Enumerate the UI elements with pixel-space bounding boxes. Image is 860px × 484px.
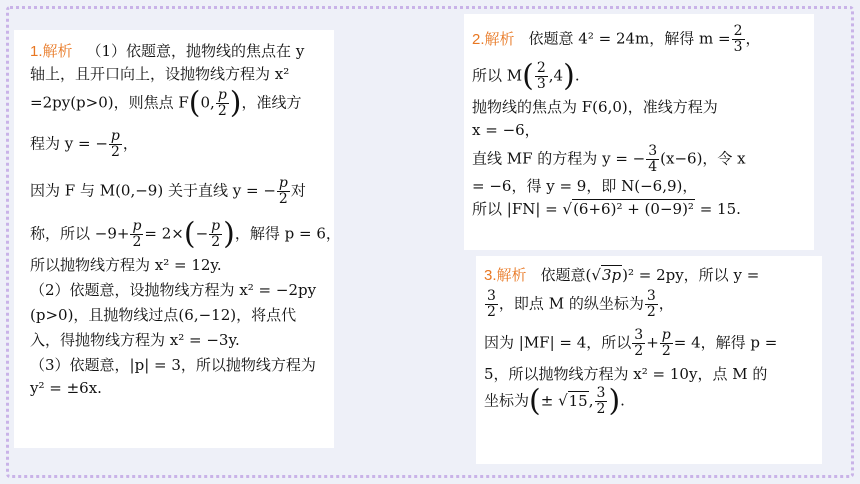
text-line: 坐标为(± √15, $\frac{3}{2}$ ). — [484, 383, 625, 419]
text-segment: 所以 |FN| = — [472, 200, 558, 218]
denominator: 2 — [217, 103, 227, 119]
numerator: p — [217, 87, 227, 103]
paren-left: ( — [529, 383, 541, 419]
text-line — [30, 176, 324, 207]
text-line — [30, 85, 324, 121]
fraction — [216, 88, 229, 119]
fraction — [277, 176, 290, 207]
text-segment: 所以 M — [472, 66, 523, 85]
text-line — [30, 44, 324, 59]
text-line: 称，所以 −9+ $\frac{p}{2}$ = 2×(− $\frac{p}{2}$ )，解得 p = 6， — [30, 216, 341, 252]
fraction — [109, 129, 122, 160]
text-segment: ± — [540, 391, 559, 410]
fraction — [535, 61, 548, 92]
text-segment: , — [588, 391, 594, 410]
text-line: x = −6， — [472, 121, 540, 139]
solution-card-2 — [464, 14, 814, 250]
text-segment: 因为 |MF| = 4，所以 — [484, 333, 632, 352]
numerator: 3 — [646, 288, 656, 304]
fraction — [645, 289, 658, 320]
denominator: 3 — [536, 76, 546, 92]
fraction — [660, 328, 673, 359]
text-line: = −6，得 y = 9，即 N(−6,9)， — [472, 177, 698, 195]
text-segment: 0, — [200, 93, 215, 112]
denominator: 2 — [132, 234, 142, 250]
text-segment: （1）依题意，抛物线的焦点在 y — [86, 42, 305, 60]
text-segment: 坐标为 — [484, 391, 530, 410]
fraction — [732, 24, 745, 55]
paren-left: ( — [188, 85, 201, 121]
denominator: 2 — [646, 304, 656, 320]
text-line — [472, 144, 804, 175]
text-segment: = 4，解得 p = — [673, 333, 778, 352]
denominator: 2 — [634, 343, 644, 359]
numerator: p — [211, 218, 221, 234]
denominator: 2 — [596, 401, 606, 417]
text-segment: . — [574, 66, 580, 85]
fraction — [209, 219, 222, 250]
text-segment: ， — [658, 294, 674, 313]
text-segment: 依题意( — [540, 266, 592, 284]
text-segment: 直线 MF 的方程为 y = − — [472, 149, 646, 168]
text-segment: ,4 — [548, 66, 564, 85]
numerator: 3 — [648, 143, 658, 159]
text-segment: ，解得 p = 6， — [234, 224, 341, 243]
numerator: 2 — [536, 60, 546, 76]
text-line: 5，所以抛物线方程为 x² = 10y，点 M 的 — [484, 365, 768, 383]
text-segment: 对 — [290, 181, 306, 200]
numerator: p — [132, 218, 142, 234]
text-line — [472, 58, 804, 94]
fraction — [485, 289, 498, 320]
denominator: 2 — [661, 343, 671, 359]
fraction — [130, 219, 143, 250]
text-line: (p>0)，且抛物线过点(6,−12)，将点代 — [30, 306, 297, 324]
text-segment: 称，所以 −9+ — [30, 224, 130, 243]
text-segment: = 15. — [699, 200, 741, 218]
paren-right: ) — [223, 216, 235, 252]
paren-right: ) — [608, 383, 621, 419]
fraction — [632, 328, 645, 359]
numerator: 3 — [596, 385, 606, 401]
solution-label: 2.解析 — [472, 30, 515, 48]
text-segment: ，准线方 — [241, 93, 302, 112]
denominator: 3 — [733, 39, 743, 55]
sqrt-radicand: 15 — [568, 391, 588, 410]
numerator: 2 — [733, 23, 743, 39]
text-line: （2）依题意，设抛物线方程为 x² = −2py — [30, 281, 317, 299]
text-line: 3.解析 依题意(√3p)² = 2py，所以 y = — [484, 266, 760, 284]
denominator: 2 — [487, 304, 496, 320]
text-segment: 因为 F 与 M(0,−9) 关于直线 y = − — [30, 181, 276, 200]
denominator: 2 — [278, 191, 288, 207]
text-segment: + — [646, 333, 659, 352]
text-line: 入，得抛物线方程为 x² = −3y. — [30, 331, 240, 349]
text-line — [484, 289, 812, 320]
text-segment: (x−6)，令 x — [660, 149, 746, 168]
text-line: 所以抛物线方程为 x² = 12y. — [30, 256, 222, 274]
paren-left: ( — [522, 58, 534, 94]
text-line: 抛物线的焦点为 F(6,0)，准线方程为 — [472, 98, 718, 116]
text-segment: ， — [745, 29, 761, 48]
text-segment: )² = 2py，所以 y = — [622, 266, 760, 284]
fraction — [646, 144, 659, 175]
denominator: 4 — [648, 159, 658, 175]
text-line — [472, 24, 804, 55]
text-segment: 依题意 4² = 24m，解得 m = — [528, 29, 731, 48]
numerator: 3 — [634, 327, 644, 343]
text-line — [484, 328, 812, 359]
paren-right: ) — [229, 85, 242, 121]
paren-left: ( — [183, 216, 196, 252]
text-line: 程为 y = − $\frac{p}{2}$ ， — [30, 128, 138, 160]
solution-label: 1.解析 — [30, 43, 73, 60]
text-segment: 程为 y = − — [30, 134, 108, 153]
text-segment: . — [620, 391, 625, 410]
text-segment: =2py(p>0)，则焦点 F — [30, 93, 189, 112]
text-segment: ，即点 M 的纵坐标为 — [498, 294, 644, 313]
denominator: 2 — [211, 234, 221, 250]
solution-label: 3.解析 — [484, 267, 527, 284]
sqrt-radicand: 3p — [601, 266, 622, 284]
numerator: p — [278, 175, 288, 191]
solution-card-1 — [14, 30, 341, 448]
numerator: p — [661, 327, 671, 343]
text-line: y² = ±6x. — [30, 379, 102, 397]
text-line: （3）依题意，|p| = 3，所以抛物线方程为 — [30, 356, 316, 374]
sqrt-radicand: (6+6)² + (0−9)² — [573, 200, 694, 218]
fraction — [595, 386, 608, 417]
numerator: p — [110, 128, 120, 144]
solution-card-3 — [476, 256, 822, 464]
denominator: 2 — [110, 144, 120, 160]
text-line: 所以 |FN| = √(6+6)² + (0−9)² = 15. — [472, 200, 741, 218]
text-segment: = 2× — [144, 224, 184, 243]
numerator: 3 — [487, 288, 496, 304]
text-line: 轴上，且开口向上，设抛物线方程为 x² — [30, 65, 290, 83]
paren-right: ) — [563, 58, 575, 94]
